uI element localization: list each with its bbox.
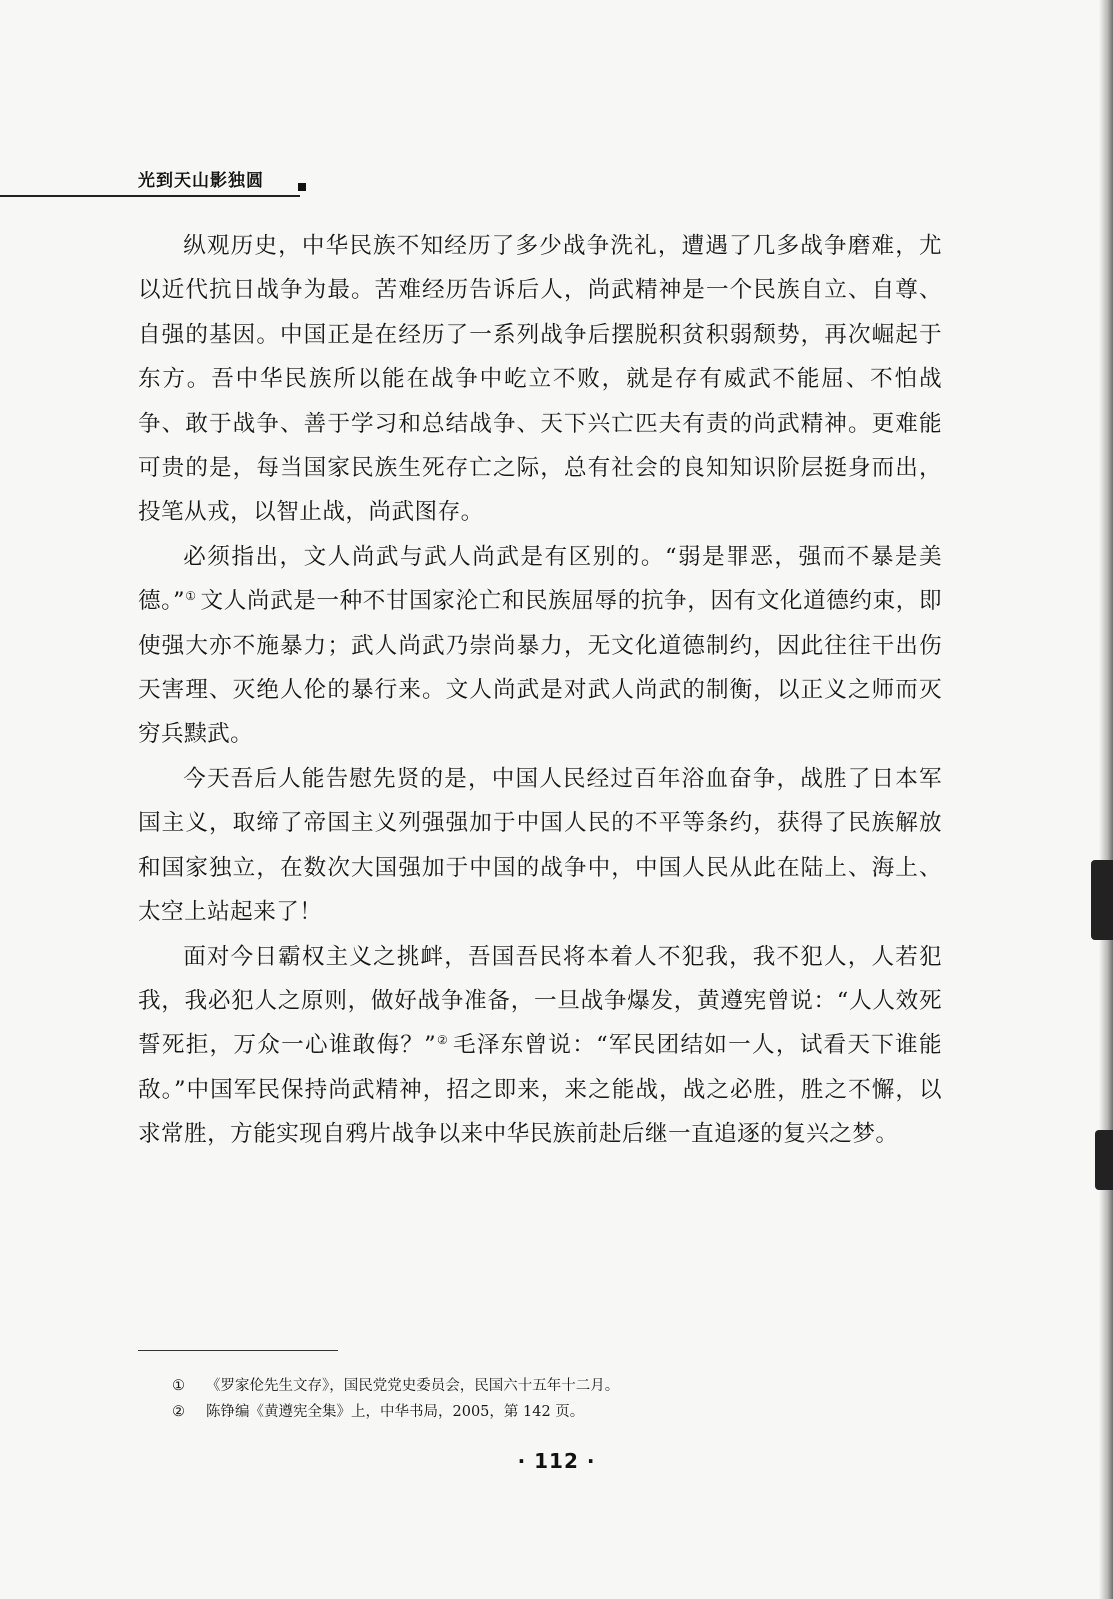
scan-edge-blot [1095,1130,1113,1190]
paragraph-4-text-b: 毛泽东曾说：“军民团结如一人，试看天下谁能敌。”中国军民保持尚武精神，招之即来，来之能战，战之必胜，胜之不懈，以求常胜，方能实现自鸦片战争以来中华民族前赴后继一直追逐的复兴之梦。 [138,1032,942,1148]
body-text [138,224,942,1157]
page-number: · 112 · [517,1449,596,1473]
footnote-ref-2: ② [436,1032,450,1047]
footnote-2-text: 陈铮编《黄遵宪全集》上，中华书局，2005，第 142 页。 [206,1404,585,1420]
paragraph-3: 今天吾后人能告慰先贤的是，中国人民经过百年浴血奋争，战胜了日本军国主义，取缔了帝国主义列强强加于中国人民的不平等条约，获得了民族解放和国家独立，在数次大国强加于中国的战争中，中国人民从此在陆上、海上、太空上站起来了！ [138,765,942,926]
footnote-1-text: 《罗家伦先生文存》，国民党党史委员会，民国六十五年十二月。 [206,1378,620,1394]
footnote-ref-1: ① [185,588,197,603]
running-title: 光到天山影独圆 [138,171,264,191]
header-rule [0,195,300,197]
scan-edge-blot [1091,860,1113,940]
paragraph-4-text-a: 面对今日霸权主义之挑衅，吾国吾民将本着人不犯我，我不犯人，人若犯我，我必犯人之原则，做好战争准备，一旦战争爆发，黄遵宪曾说：“人人效死誓死拒，万众一心谁敢侮？” [138,943,942,1059]
header-square-mark [298,183,306,191]
running-header [138,171,308,195]
paragraph-2 [138,535,942,757]
scan-edge-shadow [1099,0,1113,1599]
paragraph-1: 纵观历史，中华民族不知经历了多少战争洗礼，遭遇了几多战争磨难，尤以近代抗日战争为最。苦难经历告诉后人，尚武精神是一个民族自立、自尊、自强的基因。中国正是在经历了一系列战争后摆脱积贫积弱颓势，再次崛起于东方。吾中华民族所以能在战争中屹立不败，就是存有威武不能屈、不怕战争、敢于战争、善于学习和总结战争、天下兴亡匹夫有责的尚武精神。更难能可贵的是，每当国家民族生死存亡之际，总有社会的良知知识阶层挺身而出，投笔从戎，以智止战，尚武图存。 [138,233,942,526]
paragraph-2-text-a: 必须指出，文人尚武与武人尚武是有区别的。“弱是罪恶，强而不暴是美德。” [138,543,942,615]
footnote-1-mark: ① [172,1378,185,1394]
paragraph-4 [138,935,942,1157]
footnote-rule [138,1350,338,1351]
footnotes [172,1373,932,1425]
footnote-2-mark: ② [172,1404,185,1420]
paragraph-2-text-b: 文人尚武是一种不甘国家沦亡和民族屈辱的抗争，因有文化道德约束，即使强大亦不施暴力；武人尚武乃崇尚暴力，无文化道德制约，因此往往干出伤天害理、灭绝人伦的暴行来。文人尚武是对武人尚武的制衡，以正义之师而灭穷兵黩武。 [138,588,943,748]
footnote-1 [172,1373,932,1399]
footnote-2 [172,1399,932,1425]
